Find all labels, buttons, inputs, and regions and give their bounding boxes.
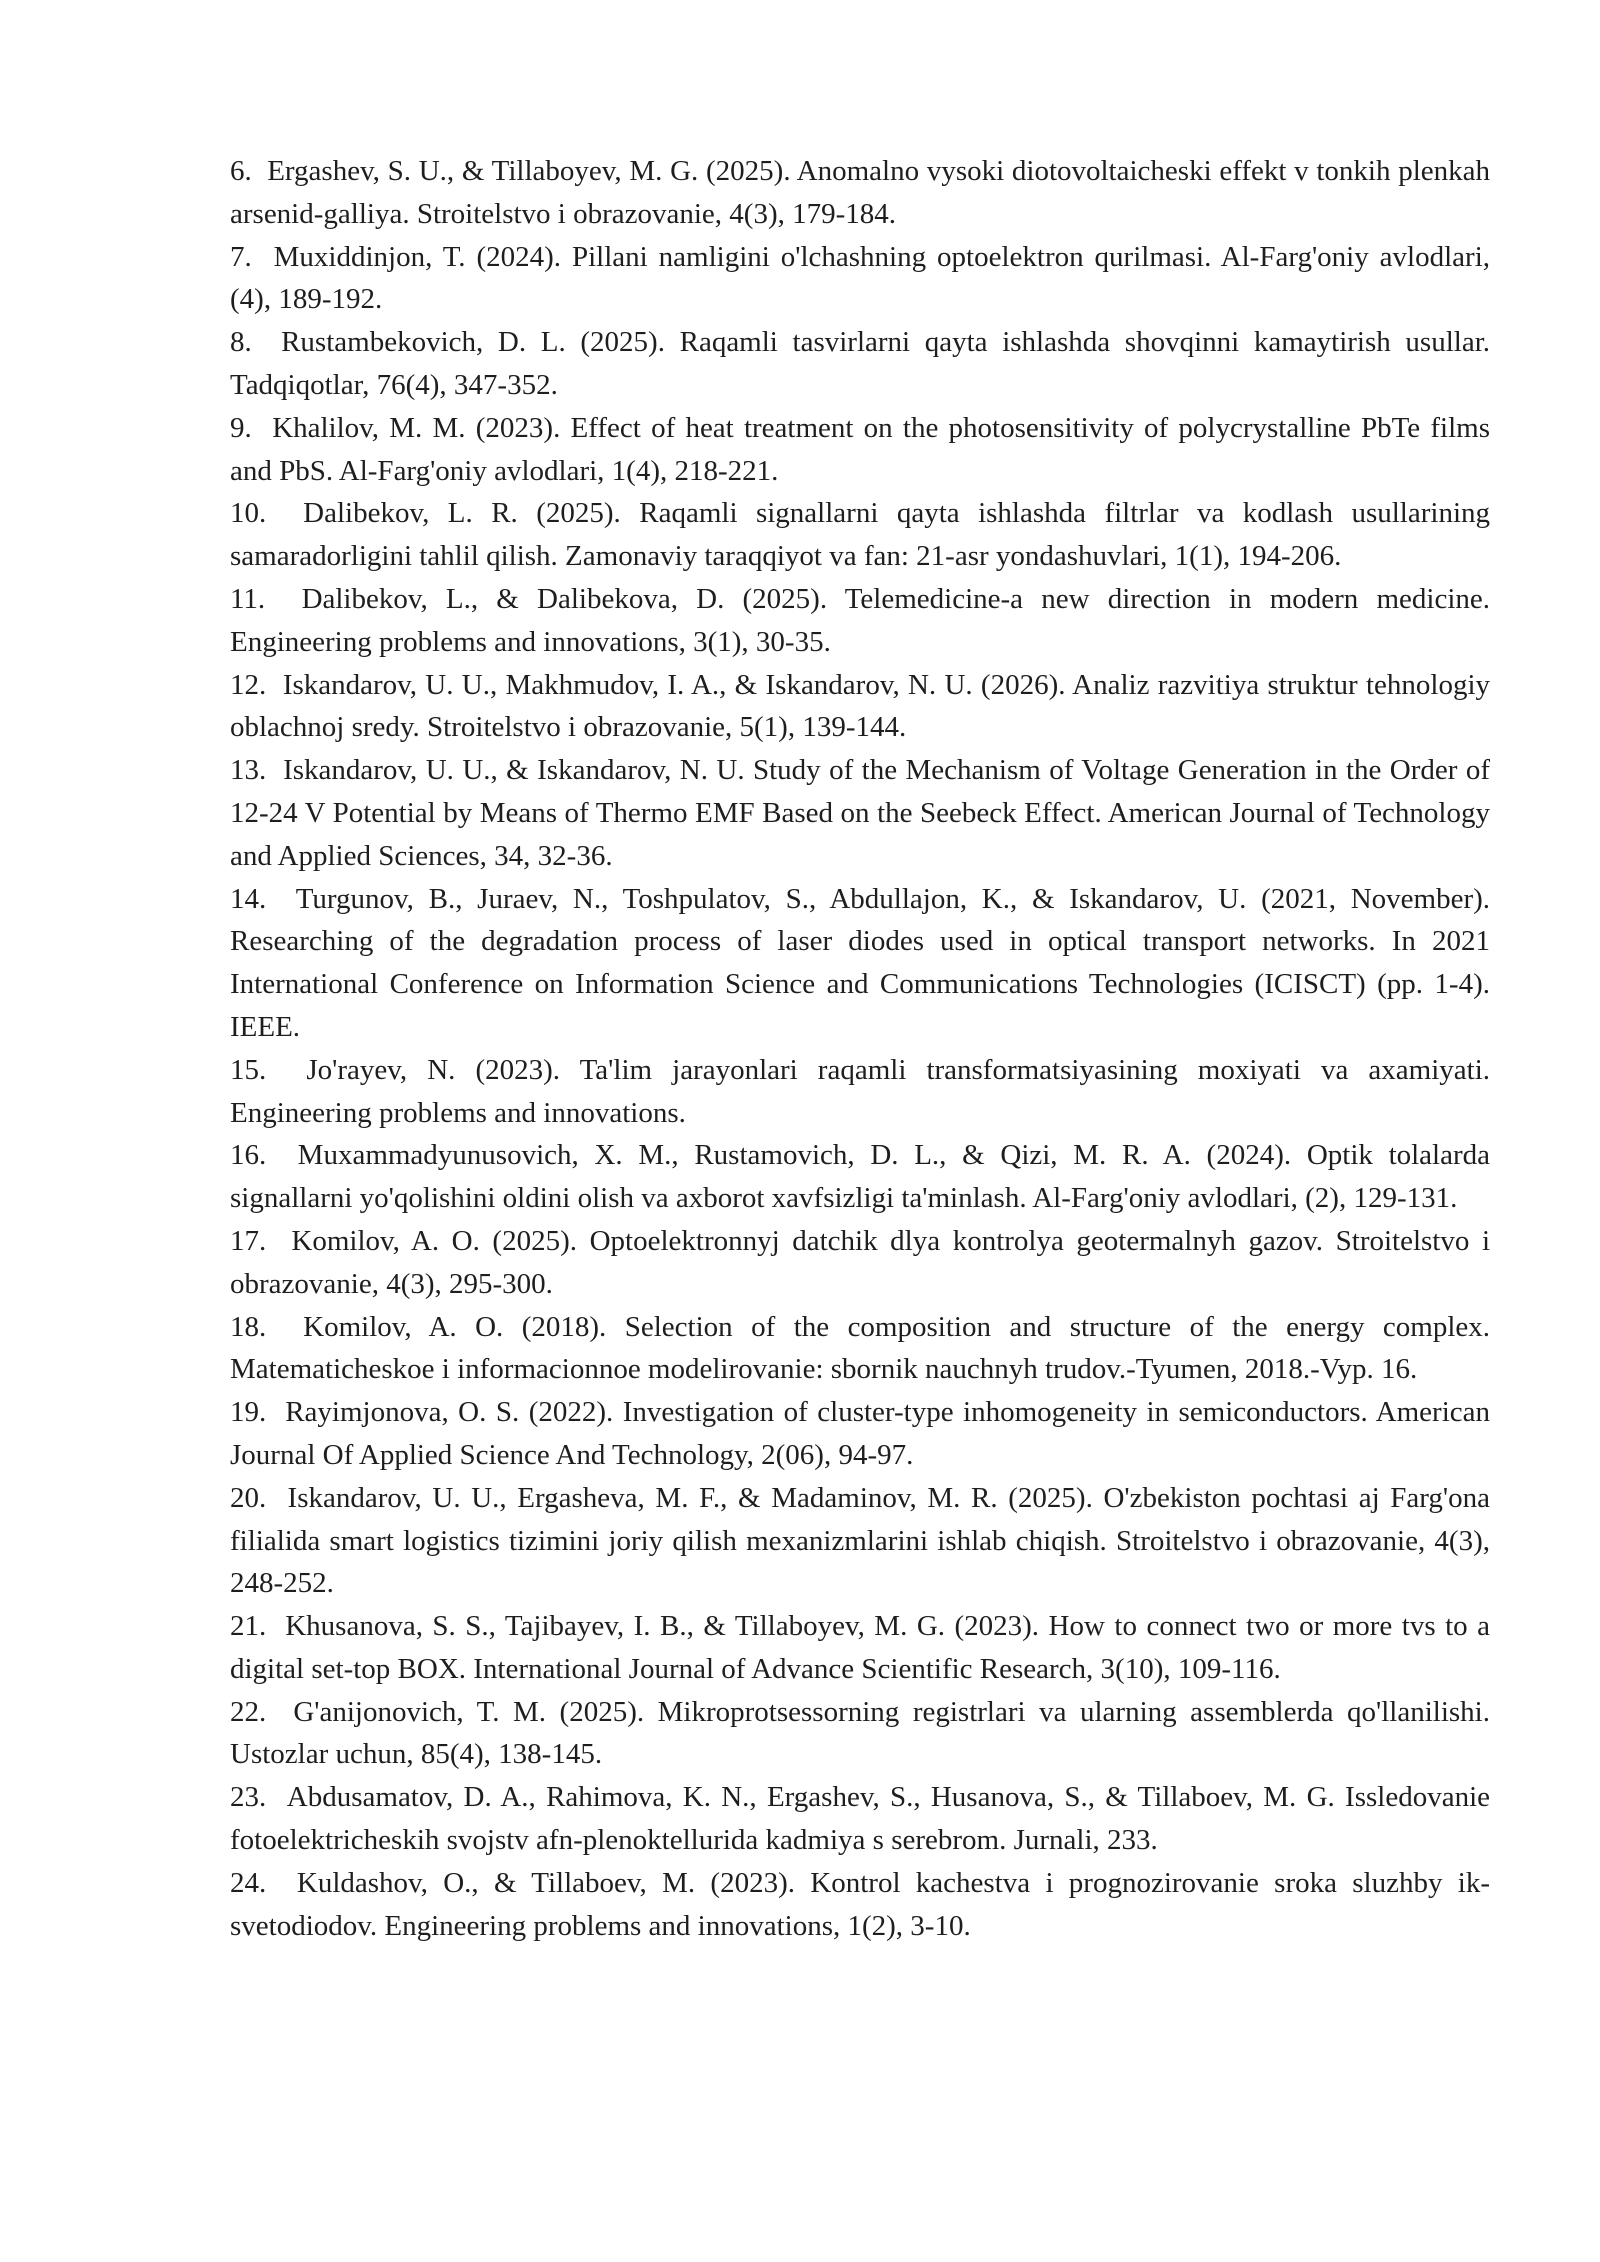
reference-text: Rayimjonova, O. S. (2022). Investigation of cluster-type inhomogeneity in semiconductors. American Journal Of Applied Science And Technology, 2(06), 94-97. <box>230 1396 1490 1471</box>
reference-text: Iskandarov, U. U., Makhmudov, I. A., & Iskandarov, N. U. (2026). Analiz razvitiya struktur tehnologiy oblachnoj sredy. Stroitelstvo i obrazovanie, 5(1), 139-144. <box>230 668 1491 744</box>
reference-number: 15. <box>230 1053 267 1086</box>
reference-number: 17. <box>230 1224 267 1257</box>
reference-number: 21. <box>230 1610 267 1643</box>
reference-number: 14. <box>230 882 267 915</box>
reference-item <box>230 664 1490 750</box>
reference-item <box>230 321 1490 407</box>
reference-item <box>230 1220 1490 1306</box>
reference-text: Kuldashov, O., & Tillaboev, M. (2023). Kontrol kachestva i prognozirovanie sroka sluzhby ik-svetodiodov. Engineering problems and innovations, 1(2), 3-10. <box>230 1866 1491 1942</box>
reference-number: 23. <box>230 1781 267 1814</box>
reference-number: 9. <box>230 411 252 444</box>
reference-text: Komilov, A. O. (2025). Optoelektronnyj datchik dlya kontrolya geotermalnyh gazov. Stroitelstvo i obrazovanie, 4(3), 295-300. <box>230 1224 1491 1300</box>
reference-number: 12. <box>230 668 267 701</box>
reference-number: 10. <box>230 497 267 530</box>
reference-item <box>230 1134 1490 1220</box>
reference-item <box>230 1862 1490 1948</box>
reference-item <box>230 150 1490 236</box>
reference-text: Khalilov, M. M. (2023). Effect of heat treatment on the photosensitivity of polycrystalline PbTe films and PbS. Al-Farg'oniy avlodlari, 1(4), 218-221. <box>230 411 1490 487</box>
reference-number: 13. <box>230 754 267 787</box>
reference-item <box>230 1306 1490 1392</box>
reference-text: Iskandarov, U. U., Ergasheva, M. F., & Madaminov, M. R. (2025). O'zbekiston pochtasi aj Farg'ona filialida smart logistics tizimini joriy qilish mexanizmlarini ishlab chiqish. Stroitelstvo i obrazovanie, 4(3), 248-252. <box>230 1481 1491 1600</box>
reference-number: 19. <box>230 1396 267 1429</box>
reference-item <box>230 878 1490 1049</box>
reference-number: 20. <box>230 1481 267 1514</box>
reference-number: 11. <box>230 582 266 615</box>
reference-text: Muxammadyunusovich, X. M., Rustamovich, D. L., & Qizi, M. R. A. (2024). Optik tolalarda signallarni yo'qolishini oldini olish va axborot xavfsizligi ta'minlash. Al-Farg'oniy avlodlari, (2), 129-131. <box>230 1139 1491 1215</box>
reference-text: Abdusamatov, D. A., Rahimova, K. N., Ergashev, S., Husanova, S., & Tillaboev, M. G. Issledovanie fotoelektricheskih svojstv afn-plenoktellurida kadmiya s serebrom. Jurnali, 233. <box>230 1781 1490 1857</box>
reference-text: Komilov, A. O. (2018). Selection of the composition and structure of the energy complex. Matematicheskoe i informacionnoe modelirovanie: sbornik nauchnyh trudov.-Tyumen, 2018.-Vyp. 16. <box>230 1310 1490 1386</box>
reference-item <box>230 1391 1490 1477</box>
reference-item <box>230 1605 1490 1691</box>
reference-item <box>230 407 1490 493</box>
reference-text: Turgunov, B., Juraev, N., Toshpulatov, S., Abdullajon, K., & Iskandarov, U. (2021, November). Researching of the degradation process of laser diodes used in optical transport networks. In 2021 International Conference on Information Science and Communications Technologies (ICISCT) (pp. 1-4). IEEE. <box>230 882 1491 1043</box>
reference-text: Ergashev, S. U., & Tillaboyev, M. G. (2025). Anomalno vysoki diotovoltaicheski effekt v tonkih plenkah arsenid-galliya. Stroitelstvo i obrazovanie, 4(3), 179-184. <box>230 155 1490 230</box>
reference-text: Dalibekov, L., & Dalibekova, D. (2025). Telemedicine-a new direction in modern medicine. Engineering problems and innovations, 3(1), 30-35. <box>230 582 1491 658</box>
reference-number: 24. <box>230 1866 267 1899</box>
reference-text: Rustambekovich, D. L. (2025). Raqamli tasvirlarni qayta ishlashda shovqinni kamaytirish usullar. Tadqiqotlar, 76(4), 347-352. <box>230 326 1491 401</box>
reference-number: 18. <box>230 1310 267 1343</box>
reference-number: 22. <box>230 1695 267 1728</box>
reference-text: Dalibekov, L. R. (2025). Raqamli signallarni qayta ishlashda filtrlar va kodlash usullarining samaradorligini tahlil qilish. Zamonaviy taraqqiyot va fan: 21-asr yondashuvlari, 1(1), 194-206. <box>230 497 1491 573</box>
reference-list <box>230 150 1490 1947</box>
reference-number: 7. <box>230 240 252 273</box>
reference-number: 8. <box>230 326 252 359</box>
reference-item <box>230 749 1490 877</box>
reference-item <box>230 1691 1490 1777</box>
reference-item <box>230 1776 1490 1862</box>
reference-number: 16. <box>230 1139 267 1172</box>
reference-text: G'anijonovich, T. M. (2025). Mikroprotsessorning registrlari va ularning assemblerda qo'llanilishi. Ustozlar uchun, 85(4), 138-145. <box>230 1695 1490 1771</box>
reference-item <box>230 236 1490 322</box>
reference-text: Khusanova, S. S., Tajibayev, I. B., & Tillaboyev, M. G. (2023). How to connect two or more tvs to a digital set-top BOX. International Journal of Advance Scientific Research, 3(10), 109-116. <box>230 1610 1491 1685</box>
reference-item <box>230 492 1490 578</box>
reference-item <box>230 1049 1490 1135</box>
reference-text: Iskandarov, U. U., & Iskandarov, N. U. Study of the Mechanism of Voltage Generation in the Order of 12-24 V Potential by Means of Thermo EMF Based on the Seebeck Effect. American Journal of Technology and Applied Sciences, 34, 32-36. <box>230 754 1491 872</box>
reference-text: Jo'rayev, N. (2023). Ta'lim jarayonlari raqamli transformatsiyasining moxiyati va axamiyati. Engineering problems and innovations. <box>230 1053 1490 1129</box>
reference-text: Muxiddinjon, T. (2024). Pillani namligini o'lchashning optoelektron qurilmasi. Al-Farg'oniy avlodlari, (4), 189-192. <box>230 240 1490 316</box>
reference-item <box>230 578 1490 664</box>
reference-item <box>230 1477 1490 1605</box>
reference-number: 6. <box>230 155 252 187</box>
